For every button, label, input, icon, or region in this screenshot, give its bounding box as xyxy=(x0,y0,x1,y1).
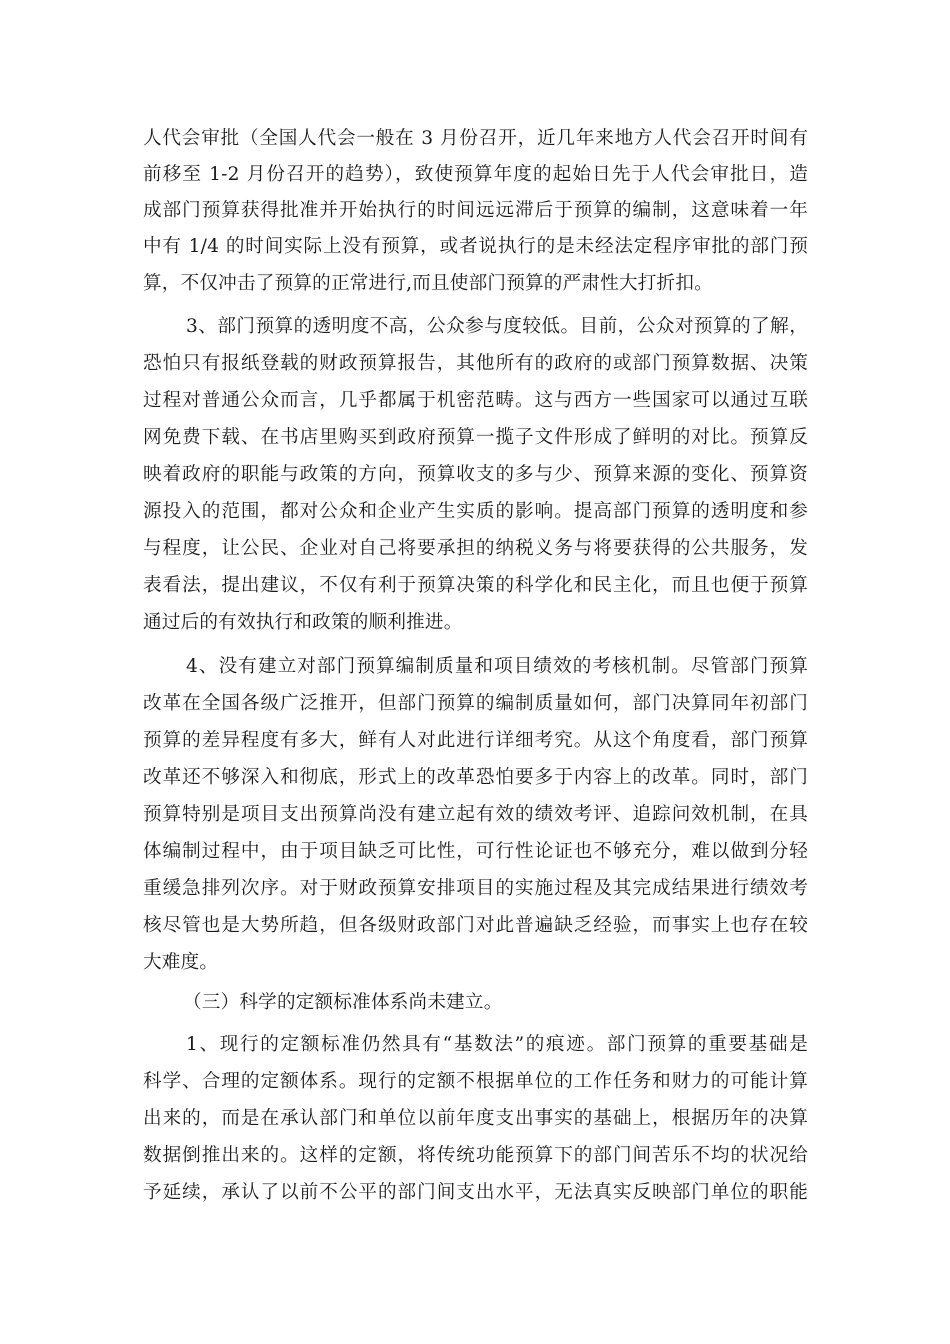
text-line: 预算的差异程度有多大，鲜有人对此进行详细考究。从这个角度看，部门预算 xyxy=(143,730,808,751)
text-line: 改革还不够深入和彻底，形式上的改革恐怕要多于内容上的改革。同时，部门 xyxy=(143,767,808,788)
text-line: 映着政府的职能与政策的方向，预算收支的多与少、预算来源的变化、预算资 xyxy=(143,464,808,485)
text-line: 数据倒推出来的。这样的定额，将传统功能预算下的部门间苦乐不均的状况给 xyxy=(143,1145,808,1166)
text-line: 源投入的范围，都对公众和企业产生实质的影响。提高部门预算的透明度和参 xyxy=(143,501,808,522)
text-line: 中有 1/4 的时间实际上没有预算，或者说执行的是未经法定程序审批的部门预 xyxy=(143,236,808,257)
text-line: 科学、合理的定额体系。现行的定额不根据单位的工作任务和财力的可能计算 xyxy=(143,1071,808,1092)
paragraph-start-line: 4、没有建立对部门预算编制质量和项目绩效的考核机制。尽管部门预算 xyxy=(186,656,808,677)
text-line: 过程对普通公众而言，几乎都属于机密范畴。这与西方一些国家可以通过互联 xyxy=(143,390,808,411)
text-line: 表看法，提出建议，不仅有利于预算决策的科学化和民主化，而且也便于预算 xyxy=(143,575,808,596)
text-line: 预算特别是项目支出预算尚没有建立起有效的绩效考评、追踪问效机制，在具 xyxy=(143,804,808,825)
paragraph-start-line: 3、部门预算的透明度不高，公众参与度较低。目前，公众对预算的了解， xyxy=(186,316,808,337)
text-line: 恐怕只有报纸登载的财政预算报告，其他所有的政府的或部门预算数据、决策 xyxy=(143,353,808,374)
paragraph-start-line: 1、现行的定额标准仍然具有“基数法”的痕迹。部门预算的重要基础是 xyxy=(186,1034,808,1055)
text-line: 与程度，让公民、企业对自己将要承担的纳税义务与将要获得的公共服务，发 xyxy=(143,538,808,559)
text-line: 算，不仅冲击了预算的正常进行,而且使部门预算的严肃性大打折扣。 xyxy=(143,273,713,294)
text-line: 前移至 1-2 月份召开的趋势），致使预算年度的起始日先于人代会审批日，造 xyxy=(143,164,808,185)
section-heading: （三）科学的定额标准体系尚未建立。 xyxy=(183,992,503,1013)
text-line: 改革在全国各级广泛推开，但部门预算的编制质量如何，部门决算同年初部门 xyxy=(143,693,808,714)
text-line: 重缓急排列次序。对于财政预算安排项目的实施过程及其完成结果进行绩效考 xyxy=(143,878,808,899)
text-line: 大难度。 xyxy=(143,952,219,973)
text-line: 通过后的有效执行和政策的顺利推进。 xyxy=(143,612,463,633)
text-line: 体编制过程中，由于项目缺乏可比性，可行性论证也不够充分，难以做到分轻 xyxy=(143,841,808,862)
text-line: 核尽管也是大势所趋，但各级财政部门对此普遍缺乏经验，而事实上也存在较 xyxy=(143,915,808,936)
text-line: 人代会审批（全国人代会一般在 3 月份召开，近几年来地方人代会召开时间有 xyxy=(143,128,808,149)
text-line: 出来的，而是在承认部门和单位以前年度支出事实的基础上，根据历年的决算 xyxy=(143,1108,808,1129)
text-line: 予延续，承认了以前不公平的部门间支出水平，无法真实反映部门单位的职能 xyxy=(143,1182,808,1203)
text-line: 网免费下载、在书店里购买到政府预算一揽子文件形成了鲜明的对比。预算反 xyxy=(143,427,808,448)
text-line: 成部门预算获得批准并开始执行的时间远远滞后于预算的编制，这意味着一年 xyxy=(143,200,808,221)
